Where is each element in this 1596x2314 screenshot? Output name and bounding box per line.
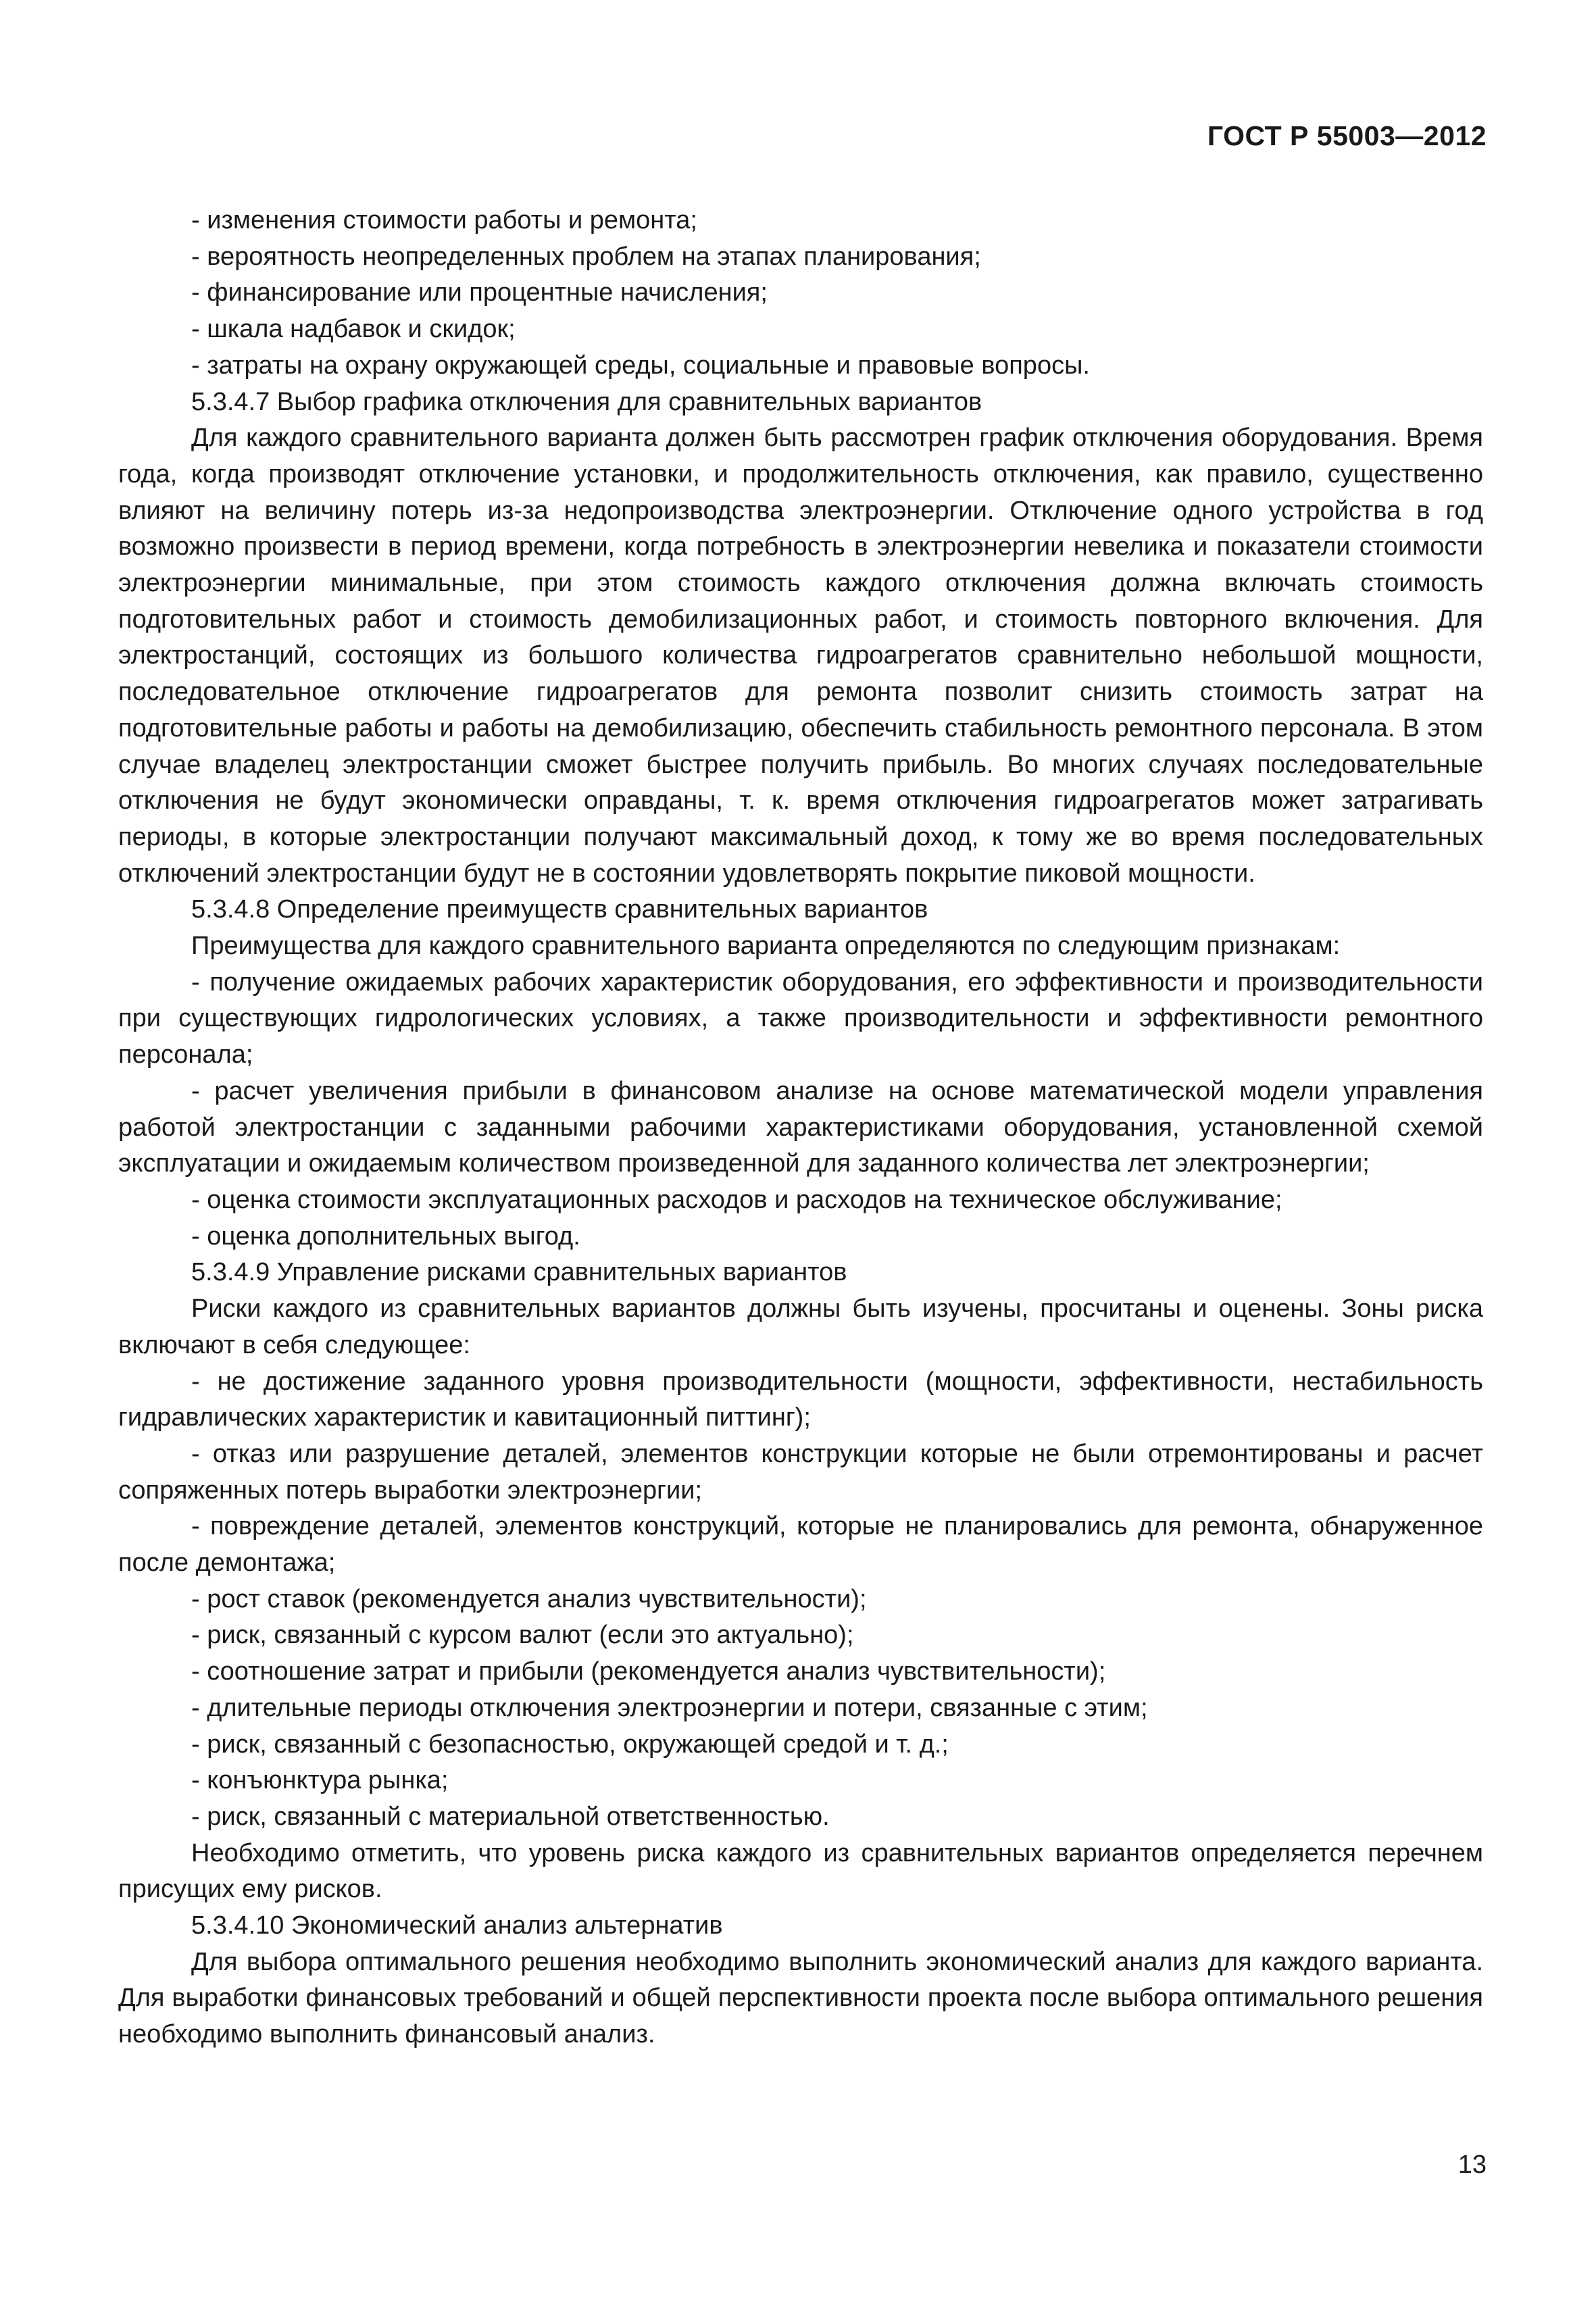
list-item: - риск, связанный с безопасностью, окружающей средой и т. д.; — [191, 1730, 949, 1759]
list-item: - получение ожидаемых рабочих характеристик оборудования, его эффективности и производительности при существующих гидрологических условиях, а также производительности и эффективности ремонтного персонала; — [118, 967, 1483, 1070]
paragraph: Необходимо отметить, что уровень риска каждого из сравнительных вариантов определяется перечнем присущих ему рисков. — [118, 1838, 1483, 1904]
paragraph: Преимущества для каждого сравнительного варианта определяются по следующим признакам: — [191, 932, 1341, 961]
list-item: - риск, связанный с курсом валют (если это актуально); — [191, 1621, 854, 1650]
list-item: - отказ или разрушение деталей, элементов конструкции которые не были отремонтированы и расчет сопряженных потерь выработки электроэнергии; — [118, 1439, 1483, 1505]
list-item: - повреждение деталей, элементов конструкций, которые не планировались для ремонта, обнаруженное после демонтажа; — [118, 1512, 1483, 1578]
paragraph: Для каждого сравнительного варианта должен быть рассмотрен график отключения оборудования. Время года, когда производят отключение установки, и продолжительность отключения, как правило, существенно влияют на величину потерь из-за недопроизводства электроэнергии. Отключение одного устройства в год возможно произвести в период времени, когда потребность в электроэнергии невелика и показатели стоимости электроэнергии минимальные, при этом стоимость каждого отключения должна включать стоимость подготовительных работ и стоимость демобилизационных работ, и стоимость повторного включения. Для электростанций, состоящих из большого количества гидроагрегатов сравнительно небольшой мощности, последовательное отключение гидроагрегатов для ремонта позволит снизить стоимость затрат на подготовительные работы и работы на демобилизацию, обеспечить стабильность ремонтного персонала. В этом случае владелец электростанции сможет быстрее получить прибыль. Во многих случаях последовательные отключения не будут экономически оправданы, т. к. время отключения гидроагрегатов может затрагивать периоды, в которые электростанции получают максимальный доход, к тому же во время последовательных отключений электростанции будут не в состоянии удовлетворять покрытие пиковой мощности. — [118, 424, 1483, 888]
paragraph: Риски каждого из сравнительных вариантов должны быть изучены, просчитаны и оценены. Зоны риска включают в себя следующее: — [118, 1294, 1483, 1359]
list-item: - рост ставок (рекомендуется анализ чувствительности); — [191, 1584, 867, 1613]
list-item: - не достижение заданного уровня производительности (мощности, эффективности, нестабильность гидравлических характеристик и кавитационный питтинг); — [118, 1367, 1483, 1432]
section-heading: 5.3.4.7 Выбор графика отключения для сравнительных вариантов — [191, 387, 982, 416]
page-number: 13 — [1457, 2150, 1487, 2179]
list-item: - длительные периоды отключения электроэнергии и потери, связанные с этим; — [191, 1693, 1148, 1722]
list-item: - финансирование или процентные начисления; — [191, 278, 768, 307]
list-item: - конъюнктура рынка; — [191, 1766, 449, 1795]
list-item: - оценка дополнительных выгод. — [191, 1222, 580, 1251]
document-header: ГОСТ Р 55003—2012 — [1207, 120, 1487, 151]
section-heading: 5.3.4.8 Определение преимуществ сравнительных вариантов — [191, 895, 928, 924]
list-item: - риск, связанный с материальной ответственностью. — [191, 1802, 830, 1831]
list-item: - расчет увеличения прибыли в финансовом анализе на основе математической модели управления работой электростанции с заданными рабочими характеристиками оборудования, установленной схемой эксплуатации и ожидаемым количеством произведенной для заданного количества лет электроэнергии; — [118, 1076, 1483, 1178]
section-heading: 5.3.4.9 Управление рисками сравнительных вариантов — [191, 1258, 847, 1287]
list-item: - вероятность неопределенных проблем на этапах планирования; — [191, 242, 981, 271]
list-item: - оценка стоимости эксплуатационных расходов и расходов на техническое обслуживание; — [191, 1185, 1282, 1214]
list-item: - соотношение затрат и прибыли (рекомендуется анализ чувствительности); — [191, 1657, 1106, 1686]
list-item: - затраты на охрану окружающей среды, социальные и правовые вопросы. — [191, 351, 1090, 380]
section-heading: 5.3.4.10 Экономический анализ альтернатив — [191, 1911, 723, 1940]
paragraph: Для выбора оптимального решения необходимо выполнить экономический анализ для каждого варианта. Для выработки финансовых требований и общей перспективности проекта после выбора оптимального решения необходимо выполнить финансовый анализ. — [118, 1947, 1483, 2049]
list-item: - изменения стоимости работы и ремонта; — [191, 206, 697, 234]
document-body — [118, 203, 1483, 2053]
list-item: - шкала надбавок и скидок; — [191, 315, 516, 344]
